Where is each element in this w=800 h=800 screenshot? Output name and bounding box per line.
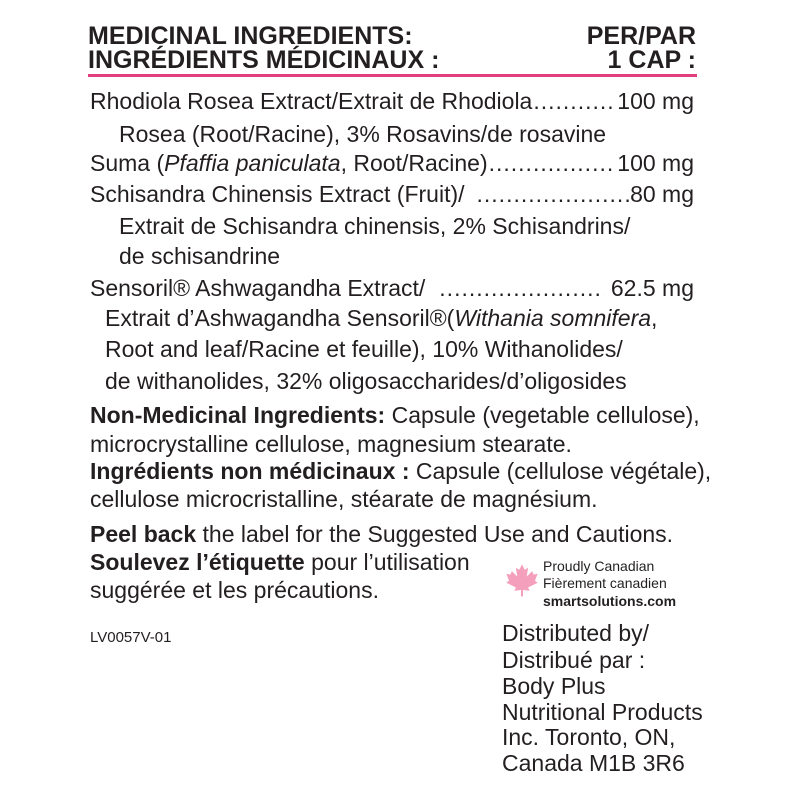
ashwagandha-detail-3: de withanolides, 32% oligosaccharides/d’oligosides <box>105 368 627 394</box>
ingredient-suma <box>90 151 694 176</box>
schisandra-detail-2: de schisandrine <box>119 243 281 269</box>
non-medicinal-en-label: Non-Medicinal Ingredients: <box>90 402 386 428</box>
non-medicinal-fr-line-2: cellulose microcristalline, stéarate de magnésium. <box>90 486 598 512</box>
medicinal-header-en: MEDICINAL INGREDIENTS: <box>88 22 413 50</box>
ashwagandha-latin-name: Withania somnifera <box>454 305 652 331</box>
ashwagandha-detail-2: Root and leaf/Racine et feuille), 10% Withanolides/ <box>105 336 623 362</box>
ingredient-ashwagandha <box>90 276 694 301</box>
suma-latin-name: Pfaffia paniculata <box>164 150 341 176</box>
ashwagandha-detail-1: Extrait d’Ashwagandha Sensoril®(Withania somnifera, <box>105 305 658 331</box>
leader-dots <box>489 151 617 176</box>
schisandra-detail-1: Extrait de Schisandra chinensis, 2% Schisandrins/ <box>119 213 631 239</box>
proudly-canadian-text: Proudly Canadian <box>543 558 655 574</box>
distributor-line-5: Inc. Toronto, ON, <box>502 724 676 750</box>
ingredient-schisandra <box>90 182 694 207</box>
ashwagandha-amount: 62.5 mg <box>610 275 694 301</box>
soulevez-bold: Soulevez l’étiquette <box>90 549 305 575</box>
ashwagandha-name: Sensoril® Ashwagandha Extract/ <box>90 275 426 301</box>
website-text: smartsolutions.com <box>543 593 677 609</box>
suma-amount: 100 mg <box>617 150 694 176</box>
distributor-line-1: Distributed by/ <box>502 620 650 646</box>
non-medicinal-fr-label: Ingrédients non médicinaux : <box>90 458 410 484</box>
distributor-line-4: Nutritional Products <box>502 699 703 725</box>
schisandra-amount: 80 mg <box>630 181 694 207</box>
non-medicinal-en-line-1: Non-Medicinal Ingredients: Capsule (vegetable cellulose), <box>90 402 700 428</box>
leader-dots <box>439 276 604 301</box>
leader-dots <box>533 89 616 114</box>
suma-name: Suma (Pfaffia paniculata, Root/Racine) <box>90 150 488 176</box>
maple-leaf-icon <box>505 563 539 597</box>
leader-dots <box>477 182 630 207</box>
distributor-line-2: Distribué par : <box>502 647 646 673</box>
ingredient-rhodiola <box>90 89 694 114</box>
peel-back-fr-line-2: suggérée et les précautions. <box>90 577 379 603</box>
rhodiola-name: Rhodiola Rosea Extract/Extrait de Rhodiola <box>90 88 533 114</box>
rhodiola-detail: Rosea (Root/Racine), 3% Rosavins/de rosavine <box>119 121 607 147</box>
rhodiola-amount: 100 mg <box>617 88 694 114</box>
header-divider <box>88 74 697 77</box>
non-medicinal-en-line-2: microcrystalline cellulose, magnesium stearate. <box>90 431 572 457</box>
product-code: LV0057V-01 <box>90 629 172 646</box>
medicinal-header-fr: INGRÉDIENTS MÉDICINAUX : <box>88 46 440 74</box>
peel-back-en: Peel back the label for the Suggested Use and Cautions. <box>90 521 674 547</box>
schisandra-name: Schisandra Chinensis Extract (Fruit)/ <box>90 181 465 207</box>
fierement-canadien-text: Fièrement canadien <box>543 575 667 591</box>
peel-back-bold: Peel back <box>90 521 197 547</box>
peel-back-fr-line-1: Soulevez l’étiquette pour l’utilisation <box>90 549 470 575</box>
non-medicinal-fr-line-1: Ingrédients non médicinaux : Capsule (cellulose végétale), <box>90 458 712 484</box>
cap-header: 1 CAP : <box>607 46 696 74</box>
per-header: PER/PAR <box>586 22 696 50</box>
distributor-line-6: Canada M1B 3R6 <box>502 750 685 776</box>
distributor-line-3: Body Plus <box>502 673 606 699</box>
